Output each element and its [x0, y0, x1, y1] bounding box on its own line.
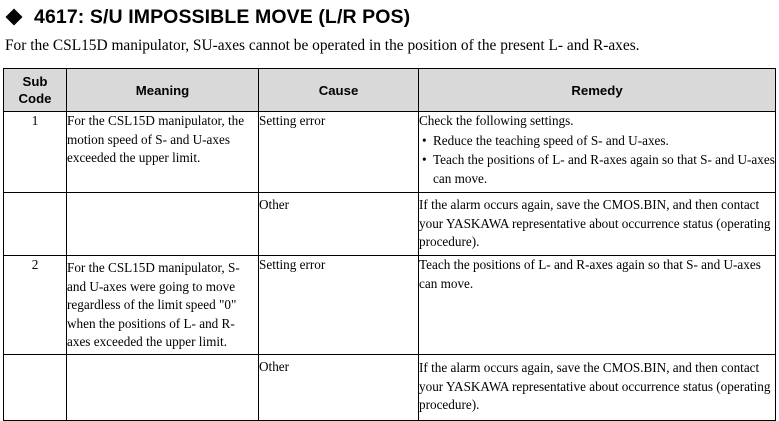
table-row	[4, 112, 776, 193]
alarm-heading	[4, 4, 410, 30]
alarm-table	[3, 68, 776, 421]
remedy-cell	[419, 355, 776, 421]
table-row	[4, 256, 776, 355]
header-subcode-line2: Code	[18, 91, 52, 106]
remedy-intro: Check the following settings.	[419, 113, 574, 128]
table-row	[4, 355, 776, 421]
header-subcode-line1: Sub	[22, 74, 48, 89]
remedy-intro: If the alarm occurs again, save the CMOS.BIN, and then contact your YASKAWA representative about occurrence status (operating procedure).	[419, 360, 771, 412]
meaning-cell	[67, 355, 259, 421]
cause-cell: Setting error	[259, 112, 419, 193]
meaning-cell: For the CSL15D manipulator, S- and U-axes were going to move regardless of the limit speed "0" when the positions of L- and R-axes exceeded the upper limit.	[67, 256, 259, 355]
remedy-intro: If the alarm occurs again, save the CMOS.BIN, and then contact your YASKAWA representative about occurrence status (operating procedure).	[419, 197, 771, 249]
meaning-cell	[67, 193, 259, 256]
subcode-cell	[4, 193, 67, 256]
header-subcode	[4, 69, 67, 112]
remedy-cell	[419, 256, 776, 355]
table-header-row	[4, 69, 776, 112]
header-cause: Cause	[259, 69, 419, 112]
alarm-description: For the CSL15D manipulator, SU-axes cannot be operated in the position of the present L- and R-axes.	[5, 37, 640, 54]
subcode-cell: 1	[4, 112, 67, 193]
remedy-item-text: Teach the positions of L- and R-axes again so that S- and U-axes can move.	[433, 152, 775, 186]
subcode-cell	[4, 355, 67, 421]
cause-cell: Setting error	[259, 256, 419, 355]
cause-cell: Other	[259, 193, 419, 256]
remedy-list-item	[419, 132, 775, 151]
bullet-icon: •	[422, 132, 427, 148]
alarm-title: 4617: S/U IMPOSSIBLE MOVE (L/R POS)	[34, 5, 411, 28]
bullet-icon: •	[422, 152, 427, 167]
diamond-bullet-icon	[6, 9, 23, 26]
remedy-intro: Teach the positions of L- and R-axes again so that S- and U-axes can move.	[419, 257, 761, 291]
subcode-cell: 2	[4, 256, 67, 355]
remedy-cell	[419, 193, 776, 256]
header-remedy: Remedy	[419, 69, 776, 112]
remedy-list	[419, 132, 775, 189]
cause-cell: Other	[259, 355, 419, 421]
meaning-cell: For the CSL15D manipulator, the motion speed of S- and U-axes exceeded the upper limit.	[67, 112, 259, 193]
remedy-item-text: Reduce the teaching speed of S- and U-axes.	[433, 132, 669, 148]
remedy-cell	[419, 112, 776, 193]
remedy-list-item	[419, 151, 775, 188]
header-meaning: Meaning	[67, 69, 259, 112]
table-row	[4, 193, 776, 256]
